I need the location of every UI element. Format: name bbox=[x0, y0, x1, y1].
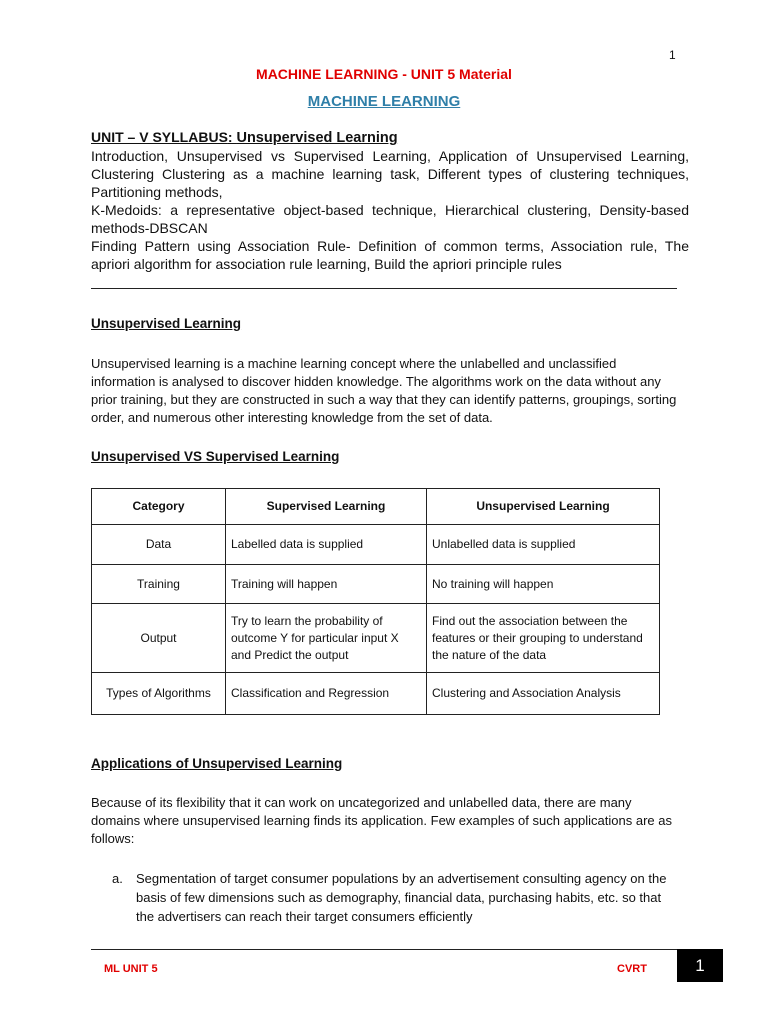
table-header: Supervised Learning bbox=[226, 489, 427, 525]
paragraph-text: Because of its flexibility that it can work on uncategorized and unlabelled data, there are many domains where unsupervised learning finds its application. Few examples of such applications are as follows: bbox=[91, 795, 672, 846]
table-cell: Clustering and Association Analysis bbox=[427, 673, 660, 715]
paragraph-applications bbox=[91, 794, 681, 848]
table-header: Category bbox=[92, 489, 226, 525]
table-row bbox=[92, 604, 660, 673]
table-cell: Training will happen bbox=[226, 565, 427, 604]
paragraph-unsupervised bbox=[91, 355, 681, 427]
table-cell: Unlabelled data is supplied bbox=[427, 525, 660, 565]
table-header-row bbox=[92, 489, 660, 525]
syllabus-heading bbox=[91, 129, 398, 145]
divider bbox=[91, 288, 677, 289]
section-heading-applications: Applications of Unsupervised Learning bbox=[91, 756, 343, 771]
page-number-top: 1 bbox=[669, 48, 676, 62]
table-cell: Training bbox=[92, 565, 226, 604]
table-header: Unsupervised Learning bbox=[427, 489, 660, 525]
syllabus-line: Introduction, Unsupervised vs Supervised Learning, Application of Unsupervised Learning, Clustering Clustering as a machine learning task, Different types of clustering techniques, Partitioning methods, bbox=[91, 148, 689, 200]
table-cell: Try to learn the probability of outcome Y for particular input X and Predict the output bbox=[226, 604, 427, 673]
syllabus-block bbox=[91, 128, 689, 273]
comparison-table bbox=[91, 488, 660, 715]
footer-left-label: ML UNIT 5 bbox=[104, 963, 158, 975]
document-title: MACHINE LEARNING - UNIT 5 Material bbox=[256, 66, 512, 82]
footer-right-label: CVRT bbox=[617, 963, 647, 975]
table-cell: Output bbox=[92, 604, 226, 673]
paragraph-text: Unsupervised learning is a machine learning concept where the unlabelled and unclassified information is analysed to discover hidden knowledge. The algorithms work on the data without any prior training, but they are constructed in such a way that they can identify patterns, groupings, sorting order, and numerous other interesting knowledge from the set of data. bbox=[91, 356, 677, 425]
section-heading-comparison: Unsupervised VS Supervised Learning bbox=[91, 449, 340, 464]
list-item bbox=[112, 869, 682, 926]
syllabus-line: Finding Pattern using Association Rule- Definition of common terms, Association rule, The apriori algorithm for association rule learning, Build the apriori principle rules bbox=[91, 238, 689, 272]
table-cell: Find out the association between the features or their grouping to understand the nature of the data bbox=[427, 604, 660, 673]
table-row bbox=[92, 673, 660, 715]
list-item-text: Segmentation of target consumer populations by an advertisement consulting agency on the basis of few dimensions such as demography, financial data, purchasing habits, etc. so that the advertisers can reach their target consumers efficiently bbox=[136, 871, 667, 924]
table-cell: Data bbox=[92, 525, 226, 565]
syllabus-topic: Unsupervised Learning bbox=[236, 130, 398, 146]
table-cell: Types of Algorithms bbox=[92, 673, 226, 715]
section-heading-unsupervised: Unsupervised Learning bbox=[91, 316, 242, 331]
document-subtitle: MACHINE LEARNING bbox=[307, 93, 461, 110]
footer-divider bbox=[91, 949, 677, 950]
table-cell: Labelled data is supplied bbox=[226, 525, 427, 565]
footer-page-number: 1 bbox=[677, 949, 723, 982]
table-cell: Classification and Regression bbox=[226, 673, 427, 715]
syllabus-label: UNIT – V SYLLABUS bbox=[91, 129, 228, 145]
table-row bbox=[92, 525, 660, 565]
table-row bbox=[92, 565, 660, 604]
syllabus-separator: : bbox=[227, 129, 237, 145]
syllabus-line: K-Medoids: a representative object-based technique, Hierarchical clustering, Density-based methods-DBSCAN bbox=[91, 202, 689, 236]
table-cell: No training will happen bbox=[427, 565, 660, 604]
list-marker: a. bbox=[112, 871, 123, 886]
